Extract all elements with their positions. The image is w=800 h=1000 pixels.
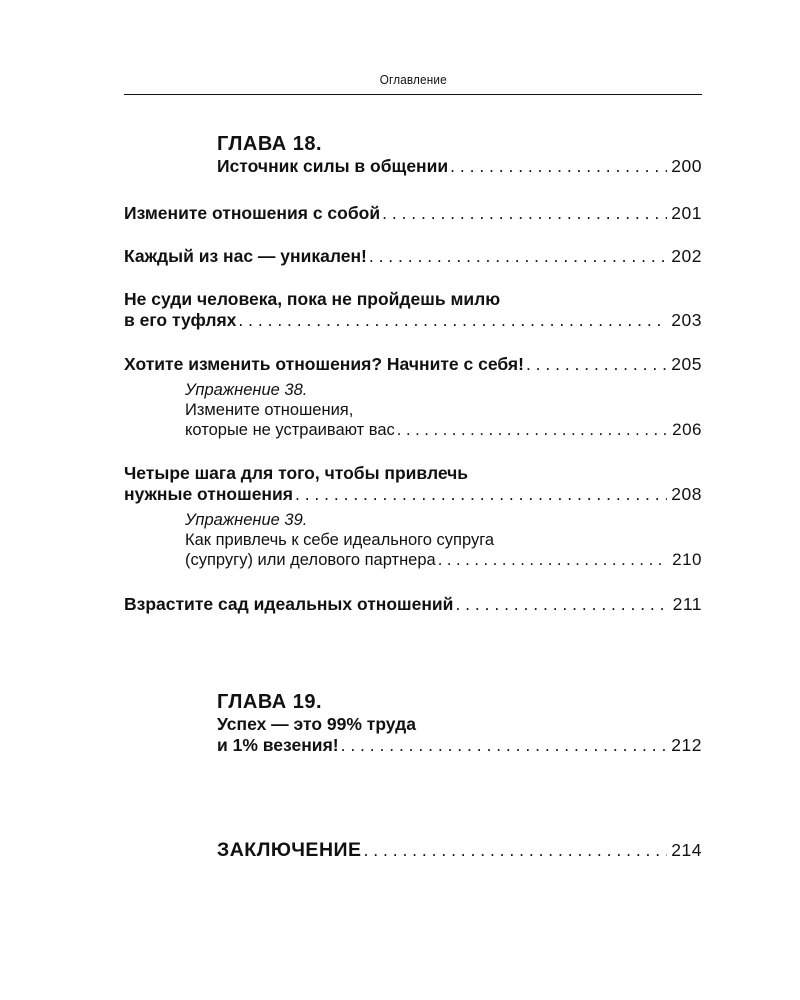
toc-entry-2[interactable] [124,246,702,267]
exercise-label: Упражнение 38. [185,381,308,399]
header-title: Оглавление [379,72,447,87]
page-number: 212 [671,735,702,755]
toc-entry-4[interactable] [124,354,702,375]
exercise-39[interactable] [185,510,702,570]
toc-entry-title-line1: Не суди человека, пока не пройдешь милю [124,289,501,309]
page-number: 214 [671,840,702,860]
toc-entry-chapter-18[interactable] [217,156,702,177]
dot-leader [295,484,667,505]
dot-leader [455,594,668,615]
page-number: 211 [672,594,702,614]
dot-leader [450,156,667,177]
chapter-19-number: ГЛАВА 19. [217,691,323,713]
dot-leader [526,354,667,375]
dot-leader [238,310,667,331]
page-number: 210 [672,550,702,569]
toc-entry-5[interactable] [124,463,702,505]
dot-leader [369,246,667,267]
chapter-19-title-line2: и 1% везения! [217,735,339,755]
chapter-18-block [217,132,702,177]
toc-entry-title: Измените отношения с собой [124,203,381,223]
dot-leader [438,550,668,570]
chapter-19-block[interactable] [217,690,702,756]
page-number: 206 [672,420,702,439]
dot-leader [364,840,668,861]
page-number: 205 [671,354,702,374]
toc-entry-title: Каждый из нас — уникален! [124,246,367,266]
exercise-title-line2: которые не устраивают вас [185,421,395,439]
exercise-label: Упражнение 39. [185,511,308,529]
page-number: 203 [671,310,702,330]
page-number: 202 [671,246,702,266]
toc-entry-title-line1: Четыре шага для того, чтобы привлечь [124,463,469,483]
toc-entry-title-line2: нужные отношения [124,484,293,504]
page-number: 200 [671,156,702,176]
conclusion-title: ЗАКЛЮЧЕНИЕ [217,839,362,861]
toc-entry-1[interactable] [124,203,702,224]
page-number: 201 [671,203,702,223]
toc-entry-3[interactable] [124,289,702,331]
exercise-title-line1: Как привлечь к себе идеального супруга [185,531,495,549]
page-number: 208 [671,484,702,504]
dot-leader [382,203,667,224]
dot-leader [341,735,668,756]
toc-entry-title: Хотите изменить отношения? Начните с себя! [124,354,524,374]
exercise-38[interactable] [185,380,702,440]
toc-entry-6[interactable] [124,594,702,615]
chapter-18-number: ГЛАВА 18. [217,133,323,155]
exercise-title-line2: (супругу) или делового партнера [185,551,436,569]
toc-entry-title-line2: в его туфлях [124,310,237,330]
running-header [124,70,702,95]
dot-leader [397,420,668,440]
chapter-19-title-line1: Успех — это 99% труда [217,714,416,734]
conclusion-entry[interactable] [217,840,702,861]
exercise-title-line1: Измените отношения, [185,401,354,419]
toc-entry-title: Источник силы в общении [217,156,449,176]
toc-entry-title: Взрастите сад идеальных отношений [124,594,454,614]
